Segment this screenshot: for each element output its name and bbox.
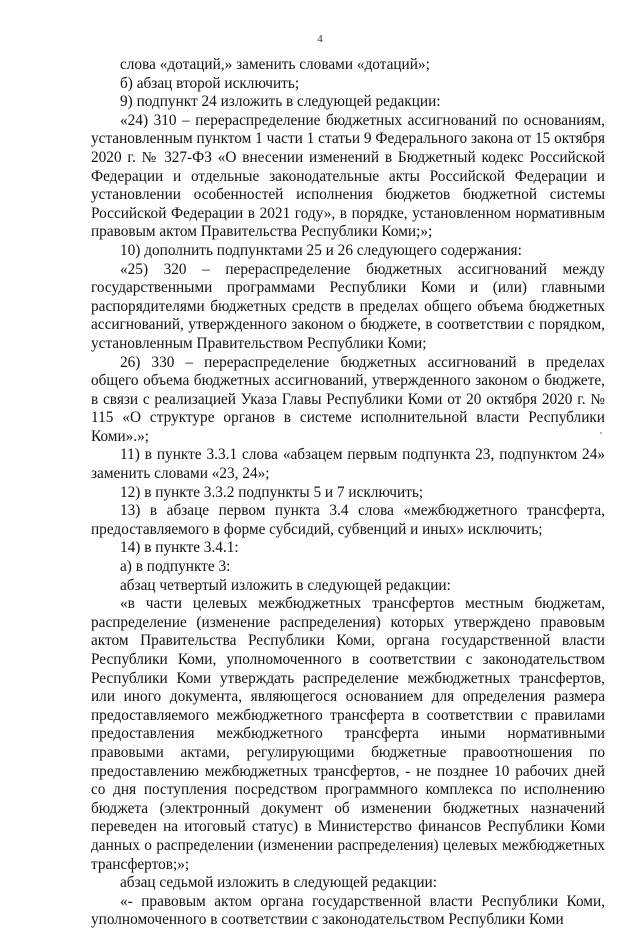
page-number: 4 [317,33,323,45]
paragraph-13: абзац четвертый изложить в следующей редакции: [120,576,451,594]
paragraph-6: «25) 320 – перераспределение бюджетных ассигнований между государственными программами Республики Коми и (или) главными распорядителями бюджетных средств в пределах общего объема бюджетных ассигнований, утвержденного законом о бюджете, в соответствии с порядком, установленным Правительством Республики Коми; [91,260,605,352]
paragraph-11: 14) в пункте 3.4.1: [120,539,239,557]
paragraph-10: 13) в абзаце первом пункта 3.4 слова «межбюджетного трансферта, предоставляемого в форме субсидий, субвенций и иных» исключить; [91,502,605,538]
paragraph-9: 12) в пункте 3.3.2 подпункты 5 и 7 исключить; [120,483,424,501]
paragraph-1: слова «дотаций,» заменить словами «дотаций»; [120,56,430,73]
paragraph-5: 10) дополнить подпунктами 25 и 26 следующего содержания: [120,241,522,259]
paragraph-15: абзац седьмой изложить в следующей редакции: [120,874,437,892]
paragraph-12: а) в подпункте 3: [120,558,231,576]
paragraph-8: 11) в пункте 3.3.1 слова «абзацем первым подпункта 23, подпунктом 24» заменить словами «23, 24»; [91,446,605,483]
scan-speck [600,432,602,434]
paragraph-7: 26) 330 – перераспределение бюджетных ассигнований в пределах общего объема бюджетных ассигнований, утвержденного законом о бюджете, в связи с реализацией Указа Главы Республики Коми от 20 октября 2020 г. № 115 «О структуре органов в системе исполнительной власти Республики Коми».»; [91,353,605,445]
paragraph-3: 9) подпункт 24 изложить в следующей редакции: [120,93,441,111]
document-body [91,56,605,930]
paragraph-4: «24) 310 – перераспределение бюджетных ассигнований по основаниям, установленным пунктом 1 части 1 статьи 9 Федерального закона от 15 октября 2020 г. № 327-ФЗ «О внесении изменений в Бюджетный кодекс Российской Федерации и отдельные законодательные акты Российской Федерации и установлении особенностей исполнения бюджетов бюджетной системы Российской Федерации в 2021 году», в порядке, установленном нормативным правовым актом Правительства Республики Коми;»; [91,111,605,241]
paragraph-2: б) абзац второй исключить; [120,74,300,92]
paragraph-14: «в части целевых межбюджетных трансфертов местным бюджетам, распределение (изменение распределения) которых утверждено правовым актом Правительства Республики Коми, органа государственной власти Республики Коми, уполномоченного в соответствии с законодательством Республики Коми утверждать распределение межбюджетных трансфертов, или иного документа, являющегося основанием для определения размера предоставляемого межбюджетного трансферта в соответствии с правилами предоставления межбюджетного трансферта иными нормативными правовыми актами, регулирующими бюджетные правоотношения по предоставлению межбюджетных трансфертов, - не позднее 10 рабочих дней со дня поступления посредством программного комплекса по исполнению бюджета (электронный документ об изменении бюджетных назначений переведен на итоговый статус) в Министерство финансов Республики Коми данных о распределении (изменении распределения) целевых межбюджетных трансфертов;»; [91,595,605,873]
paragraph-16: «- правовым актом органа государственной власти Республики Коми, уполномоченного в соответствии с законодательством Республики Коми [91,892,605,929]
